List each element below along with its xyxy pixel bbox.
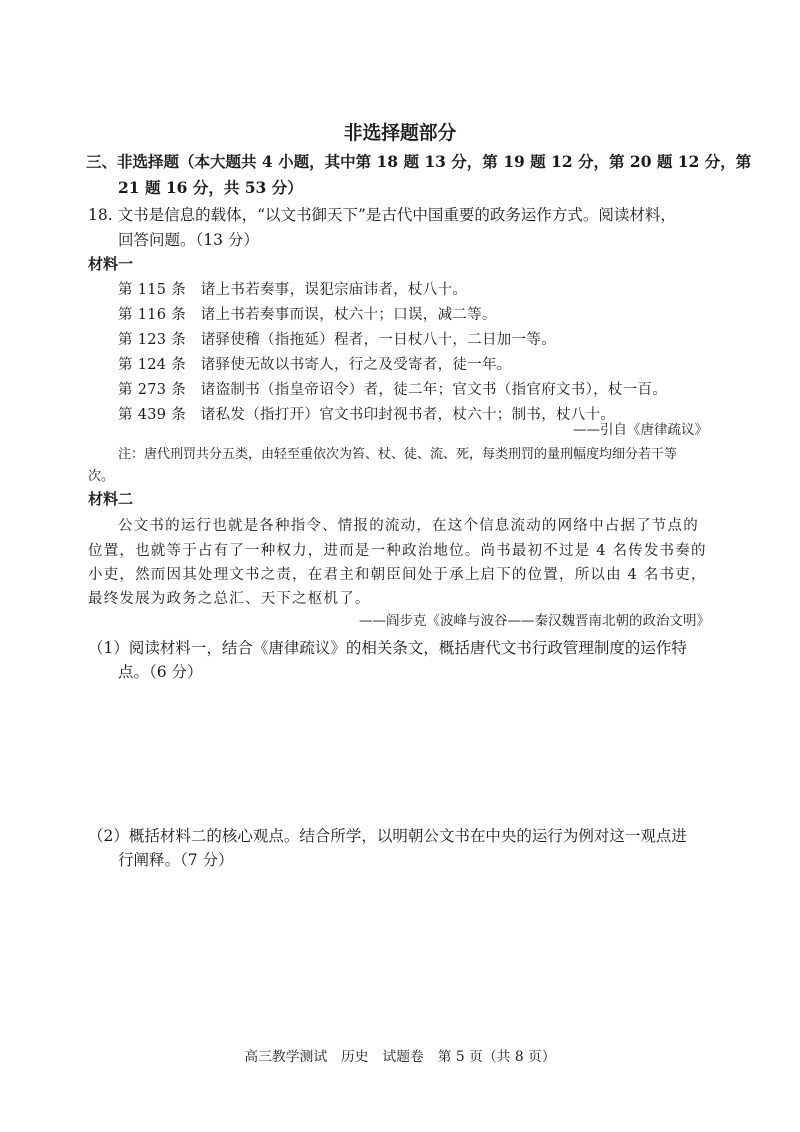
question-18-stem-line-2: 回答问题。（13 分）: [118, 231, 259, 249]
material-2-paragraph-line: 位置，也就等于占有了一种权力，进而是一种政治地位。尚书最初不过是 4 名传发书奏的: [88, 543, 707, 559]
section-instructions-line-1: 三、非选择题（本大题共 4 小题，其中第 18 题 13 分，第 19 题 12 分，第 20 题 12 分，第: [86, 152, 752, 171]
material-1-label: 材料一: [88, 255, 134, 273]
sub-question-2-line-2: 行阐释。（7 分）: [118, 851, 234, 869]
section-heading: 非选择题部分: [343, 123, 457, 144]
page-footer: 高三教学测试 历史 试题卷 第 5 页（共 8 页）: [244, 1049, 556, 1065]
law-article: 第 116 条 诸上书若奏事而误，杖六十；口误，减二等。: [118, 307, 497, 323]
material-2-paragraph-line: 最终发展为政务之总汇、天下之枢机了。: [88, 591, 371, 607]
sub-question-1-line-2: 点。（6 分）: [118, 663, 203, 681]
sub-question-2-line-1: （2）概括材料二的核心观点。结合所学，以明朝公文书在中央的运行为例对这一观点进: [88, 827, 687, 845]
material-2-paragraph-line: 小吏，然而因其处理文书之责，在君主和朝臣间处于承上启下的位置，所以由 4 名书吏，: [88, 567, 707, 583]
material-2-label: 材料二: [88, 490, 134, 508]
law-article: 第 124 条 诸驿使无故以书寄人，行之及受寄者，徒一年。: [118, 357, 512, 373]
material-2-paragraph-line: 公文书的运行也就是各种指令、情报的流动，在这个信息流动的网络中占据了节点的: [118, 518, 699, 534]
material-1-note-line-1: 注：唐代刑罚共分五类，由轻至重依次为笞、杖、徒、流、死，每类刑罚的量刑幅度均细分若干等: [118, 447, 678, 462]
material-2-source: ——阎步克《波峰与波谷——秦汉魏晋南北朝的政治文明》: [359, 613, 710, 629]
sub-question-1-line-1: （1）阅读材料一，结合《唐律疏议》的相关条文，概括唐代文书行政管理制度的运作特: [88, 639, 687, 657]
law-article: 第 115 条 诸上书若奏事，误犯宗庙讳者，杖八十。: [118, 282, 468, 298]
law-article: 第 273 条 诸盗制书（指皇帝诏令）者，徒二年；官文书（指官府文书），杖一百。: [118, 382, 668, 398]
law-article: 第 123 条 诸驿使稽（指拖延）程者，一日杖八十，二日加一等。: [118, 332, 556, 348]
section-instructions-line-2: 21 题 16 分，共 53 分）: [118, 178, 303, 197]
question-18-stem-line-1: 18. 文书是信息的载体，“以文书御天下”是古代中国重要的政务运作方式。阅读材料，: [88, 206, 676, 224]
material-1-note-line-2: 次。: [88, 469, 115, 484]
material-1-source: ——引自《唐律疏议》: [573, 422, 708, 438]
law-article: 第 439 条 诸私发（指打开）官文书印封视书者，杖六十；制书，杖八十。: [118, 407, 616, 423]
